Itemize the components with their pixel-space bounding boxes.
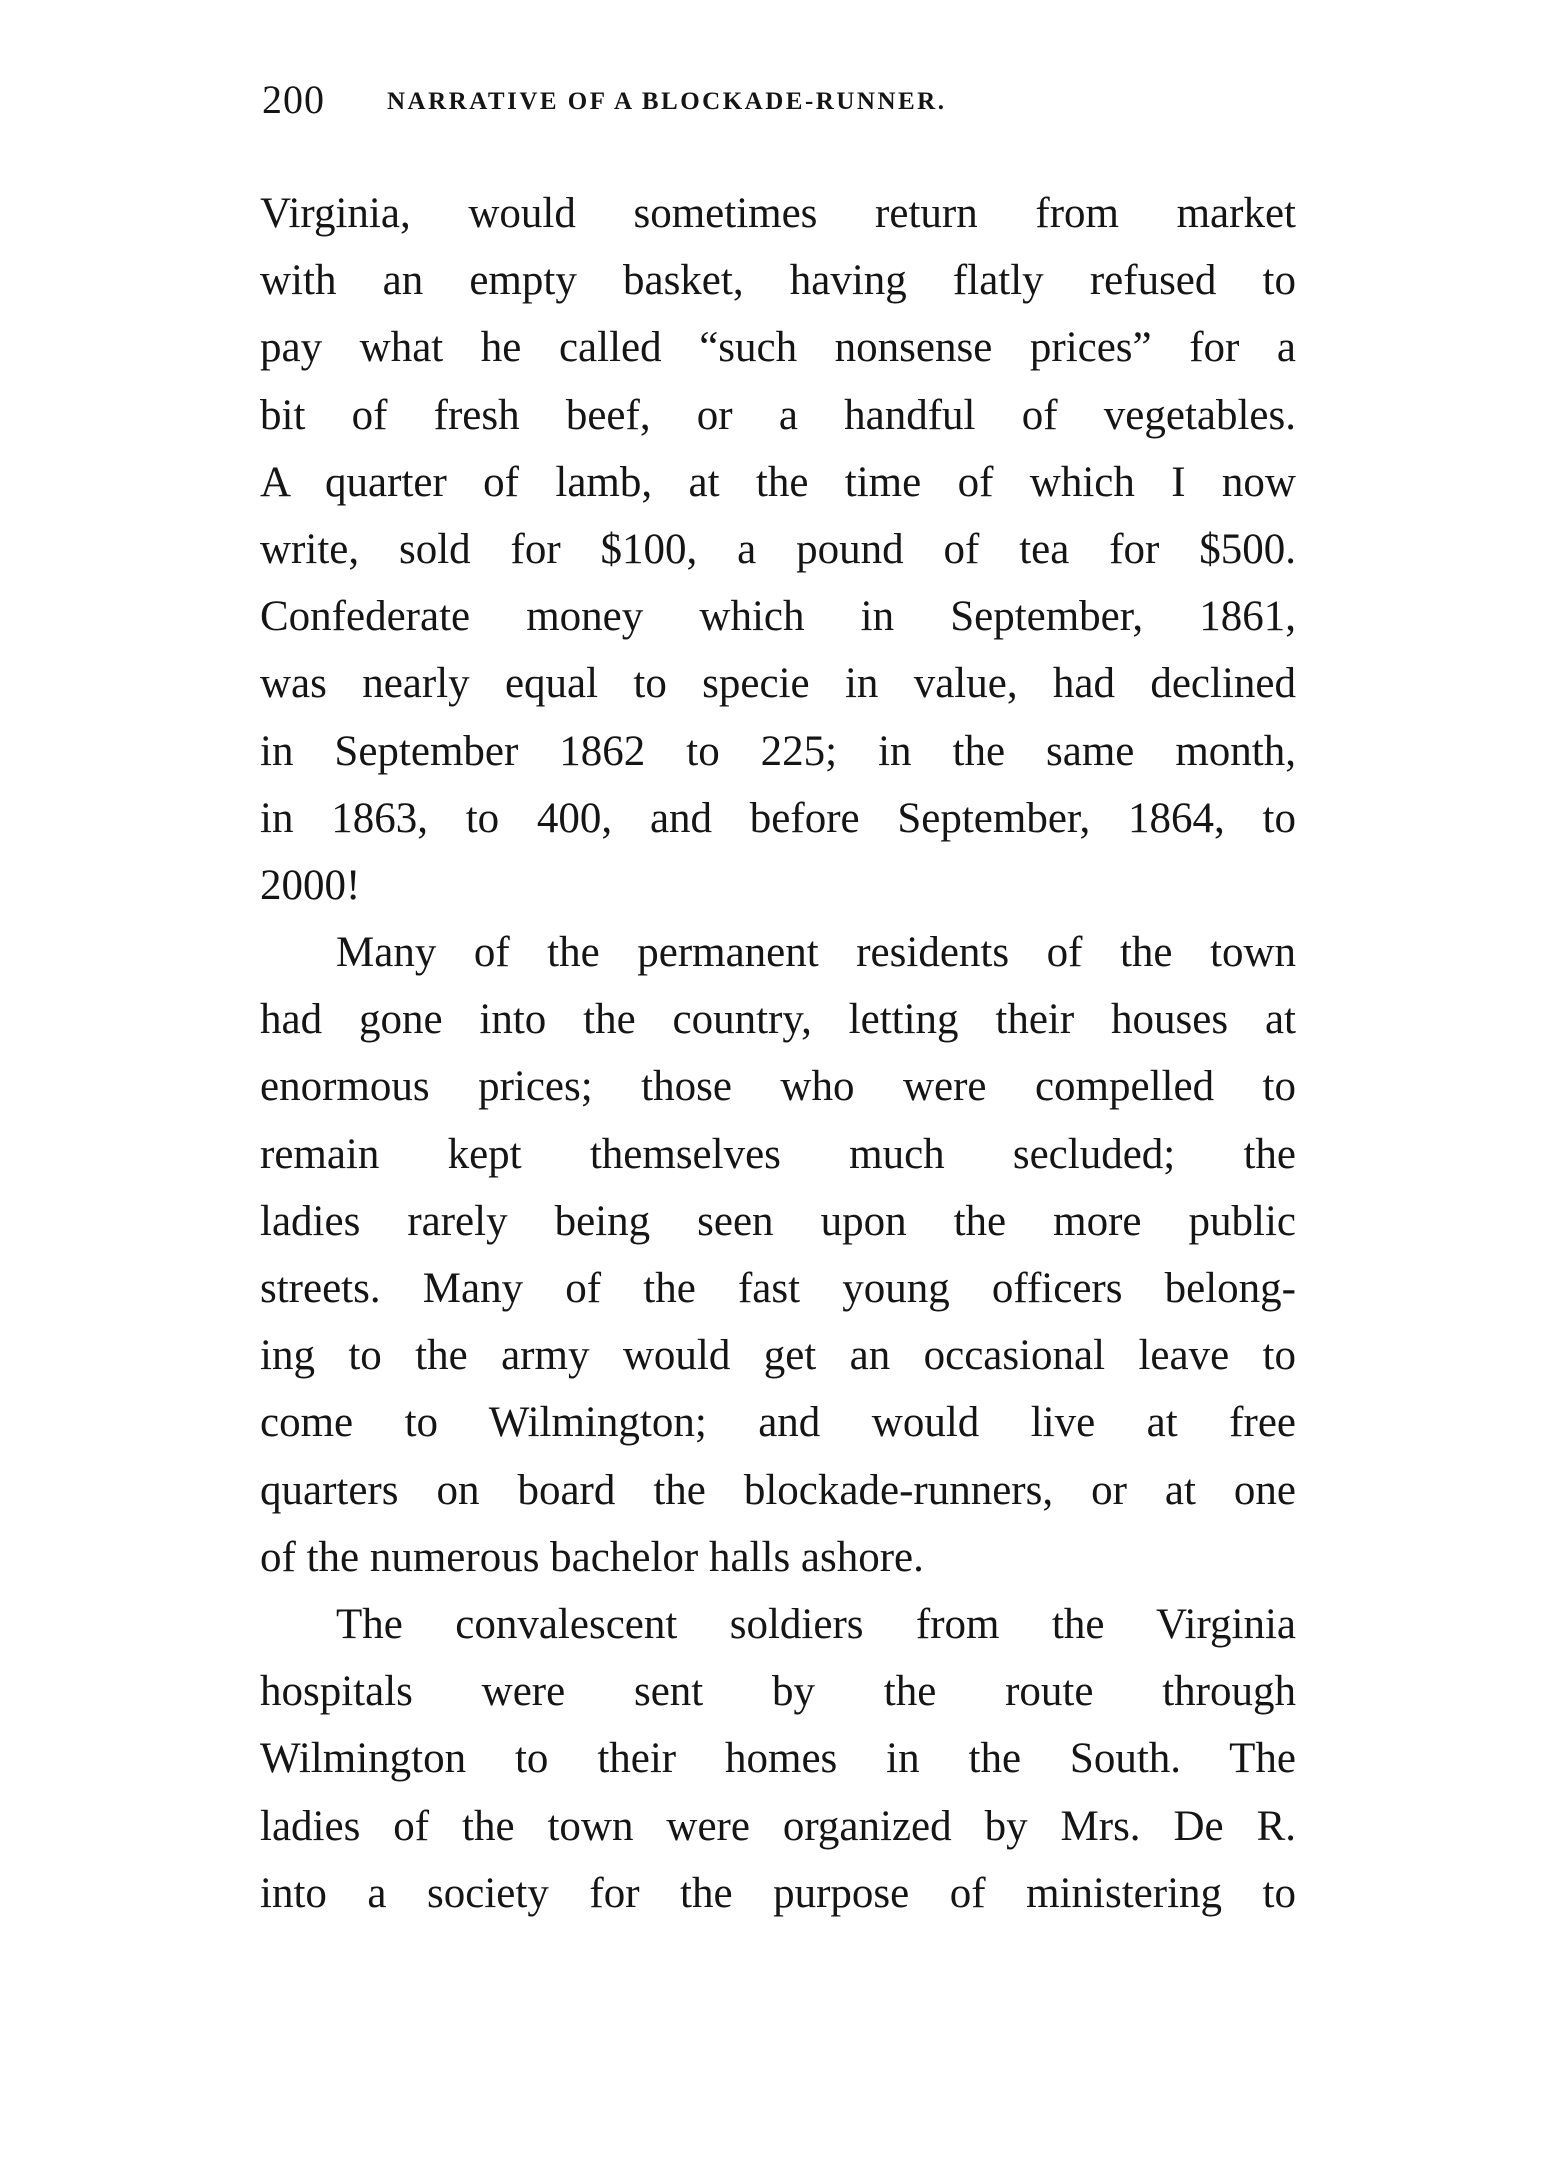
text-line: pay what he called “such nonsense prices” for a xyxy=(260,324,1296,372)
text-line: with an empty basket, having flatly refused to xyxy=(260,257,1296,305)
text-line: hospitals were sent by the route through xyxy=(260,1668,1296,1716)
text-line: Confederate money which in September, 1861, xyxy=(260,593,1296,641)
text-line: write, sold for $100, a pound of tea for $500. xyxy=(260,525,1296,573)
text-line: quarters on board the blockade-runners, or at one xyxy=(260,1466,1296,1514)
text-line: in September 1862 to 225; in the same month, xyxy=(260,727,1296,775)
text-line: Virginia, would sometimes return from market xyxy=(260,190,1296,237)
paragraph xyxy=(260,919,1296,1591)
text-line: ladies of the town were organized by Mrs. De R. xyxy=(260,1802,1296,1850)
page-header xyxy=(262,76,1302,126)
text-line: 2000! xyxy=(260,861,361,909)
text-line: ing to the army would get an occasional leave to xyxy=(260,1332,1296,1380)
text-line: A quarter of lamb, at the time of which I now xyxy=(260,458,1296,506)
running-title: NARRATIVE OF A BLOCKADE-RUNNER. xyxy=(387,88,947,115)
text-line: had gone into the country, letting their houses at xyxy=(260,996,1296,1044)
text-line: remain kept themselves much secluded; the xyxy=(260,1130,1296,1178)
text-line: ladies rarely being seen upon the more public xyxy=(260,1197,1296,1245)
page-number: 200 xyxy=(262,77,325,122)
text-line: enormous prices; those who were compelled to xyxy=(260,1063,1296,1111)
paragraph xyxy=(260,1591,1296,1927)
paragraph xyxy=(260,180,1296,919)
text-line: Wilmington to their homes in the South. The xyxy=(260,1735,1296,1783)
text-line: The convalescent soldiers from the Virginia xyxy=(336,1600,1296,1648)
page-body xyxy=(260,180,1296,1927)
text-line: was nearly equal to specie in value, had declined xyxy=(260,660,1296,708)
text-line: streets. Many of the fast young officers belong- xyxy=(260,1265,1296,1312)
text-line: into a society for the purpose of ministering to xyxy=(260,1869,1296,1917)
text-line: Many of the permanent residents of the town xyxy=(336,929,1296,977)
text-line: come to Wilmington; and would live at free xyxy=(260,1399,1296,1447)
text-line: of the numerous bachelor halls ashore. xyxy=(260,1533,924,1581)
text-line: in 1863, to 400, and before September, 1864, to xyxy=(260,794,1296,842)
text-line: bit of fresh beef, or a handful of vegetables. xyxy=(260,391,1296,439)
